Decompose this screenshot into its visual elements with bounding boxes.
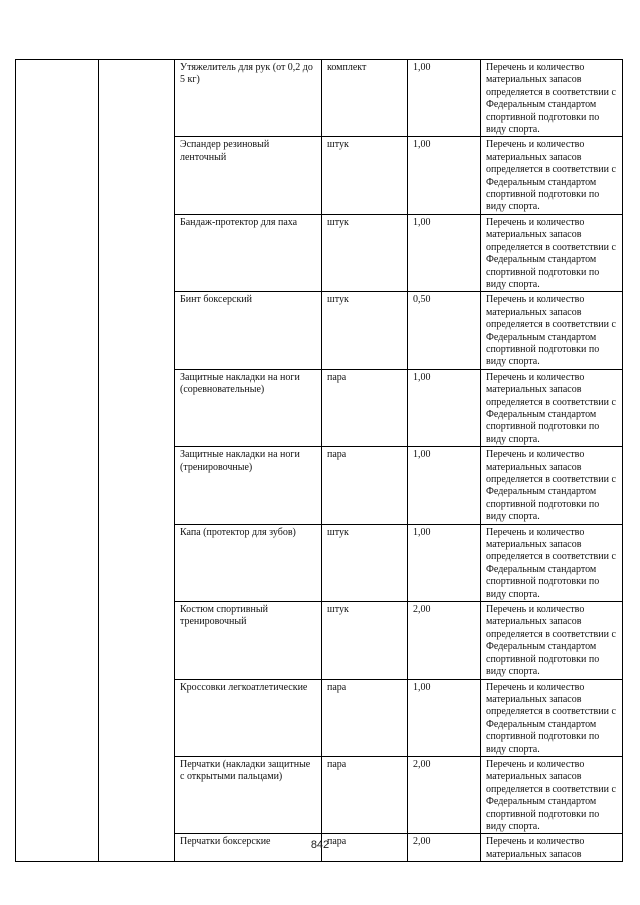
item-note: Перечень и количество материальных запасов bbox=[481, 834, 623, 862]
item-unit: комплект bbox=[322, 60, 408, 137]
item-unit: штук bbox=[322, 524, 408, 601]
item-unit: штук bbox=[322, 602, 408, 679]
item-name: Защитные накладки на ноги (соревновательные) bbox=[175, 369, 322, 446]
item-note: Перечень и количество материальных запасов определяется в соответствии с Федеральным стандартом спортивной подготовки по виду спорта. bbox=[481, 602, 623, 679]
item-unit: штук bbox=[322, 137, 408, 214]
item-unit: пара bbox=[322, 679, 408, 756]
item-name: Перчатки (накладки защитные с открытыми пальцами) bbox=[175, 756, 322, 833]
item-name: Эспандер резиновый ленточный bbox=[175, 137, 322, 214]
item-name: Капа (протектор для зубов) bbox=[175, 524, 322, 601]
item-qty: 2,00 bbox=[408, 834, 481, 862]
item-note: Перечень и количество материальных запасов определяется в соответствии с Федеральным стандартом спортивной подготовки по виду спорта. bbox=[481, 679, 623, 756]
item-qty: 1,00 bbox=[408, 137, 481, 214]
item-qty: 1,00 bbox=[408, 214, 481, 291]
item-qty: 2,00 bbox=[408, 756, 481, 833]
item-name: Перчатки боксерские bbox=[175, 834, 322, 862]
item-unit: штук bbox=[322, 292, 408, 369]
item-unit: пара bbox=[322, 369, 408, 446]
item-note: Перечень и количество материальных запасов определяется в соответствии с Федеральным стандартом спортивной подготовки по виду спорта. bbox=[481, 447, 623, 524]
item-unit: пара bbox=[322, 756, 408, 833]
item-qty: 0,50 bbox=[408, 292, 481, 369]
item-note: Перечень и количество материальных запасов определяется в соответствии с Федеральным стандартом спортивной подготовки по виду спорта. bbox=[481, 137, 623, 214]
item-name: Защитные накладки на ноги (тренировочные) bbox=[175, 447, 322, 524]
item-unit: штук bbox=[322, 214, 408, 291]
item-name: Кроссовки легкоатлетические bbox=[175, 679, 322, 756]
item-name: Костюм спортивный тренировочный bbox=[175, 602, 322, 679]
table-row bbox=[16, 60, 623, 137]
item-unit: пара bbox=[322, 447, 408, 524]
item-unit: пара bbox=[322, 834, 408, 862]
item-note: Перечень и количество материальных запасов определяется в соответствии с Федеральным стандартом спортивной подготовки по виду спорта. bbox=[481, 292, 623, 369]
item-qty: 1,00 bbox=[408, 369, 481, 446]
item-name: Бандаж-протектор для паха bbox=[175, 214, 322, 291]
item-qty: 1,00 bbox=[408, 60, 481, 137]
empty-cell bbox=[99, 60, 175, 862]
materials-table bbox=[15, 59, 623, 862]
item-qty: 1,00 bbox=[408, 679, 481, 756]
item-note: Перечень и количество материальных запасов определяется в соответствии с Федеральным стандартом спортивной подготовки по виду спорта. bbox=[481, 524, 623, 601]
item-note: Перечень и количество материальных запасов определяется в соответствии с Федеральным стандартом спортивной подготовки по виду спорта. bbox=[481, 756, 623, 833]
item-note: Перечень и количество материальных запасов определяется в соответствии с Федеральным стандартом спортивной подготовки по виду спорта. bbox=[481, 214, 623, 291]
item-note: Перечень и количество материальных запасов определяется в соответствии с Федеральным стандартом спортивной подготовки по виду спорта. bbox=[481, 60, 623, 137]
item-note: Перечень и количество материальных запасов определяется в соответствии с Федеральным стандартом спортивной подготовки по виду спорта. bbox=[481, 369, 623, 446]
item-name: Бинт боксерский bbox=[175, 292, 322, 369]
empty-cell bbox=[16, 60, 99, 862]
item-name: Утяжелитель для рук (от 0,2 до 5 кг) bbox=[175, 60, 322, 137]
page-number: 842 bbox=[310, 839, 330, 851]
item-qty: 1,00 bbox=[408, 447, 481, 524]
item-qty: 1,00 bbox=[408, 524, 481, 601]
item-qty: 2,00 bbox=[408, 602, 481, 679]
